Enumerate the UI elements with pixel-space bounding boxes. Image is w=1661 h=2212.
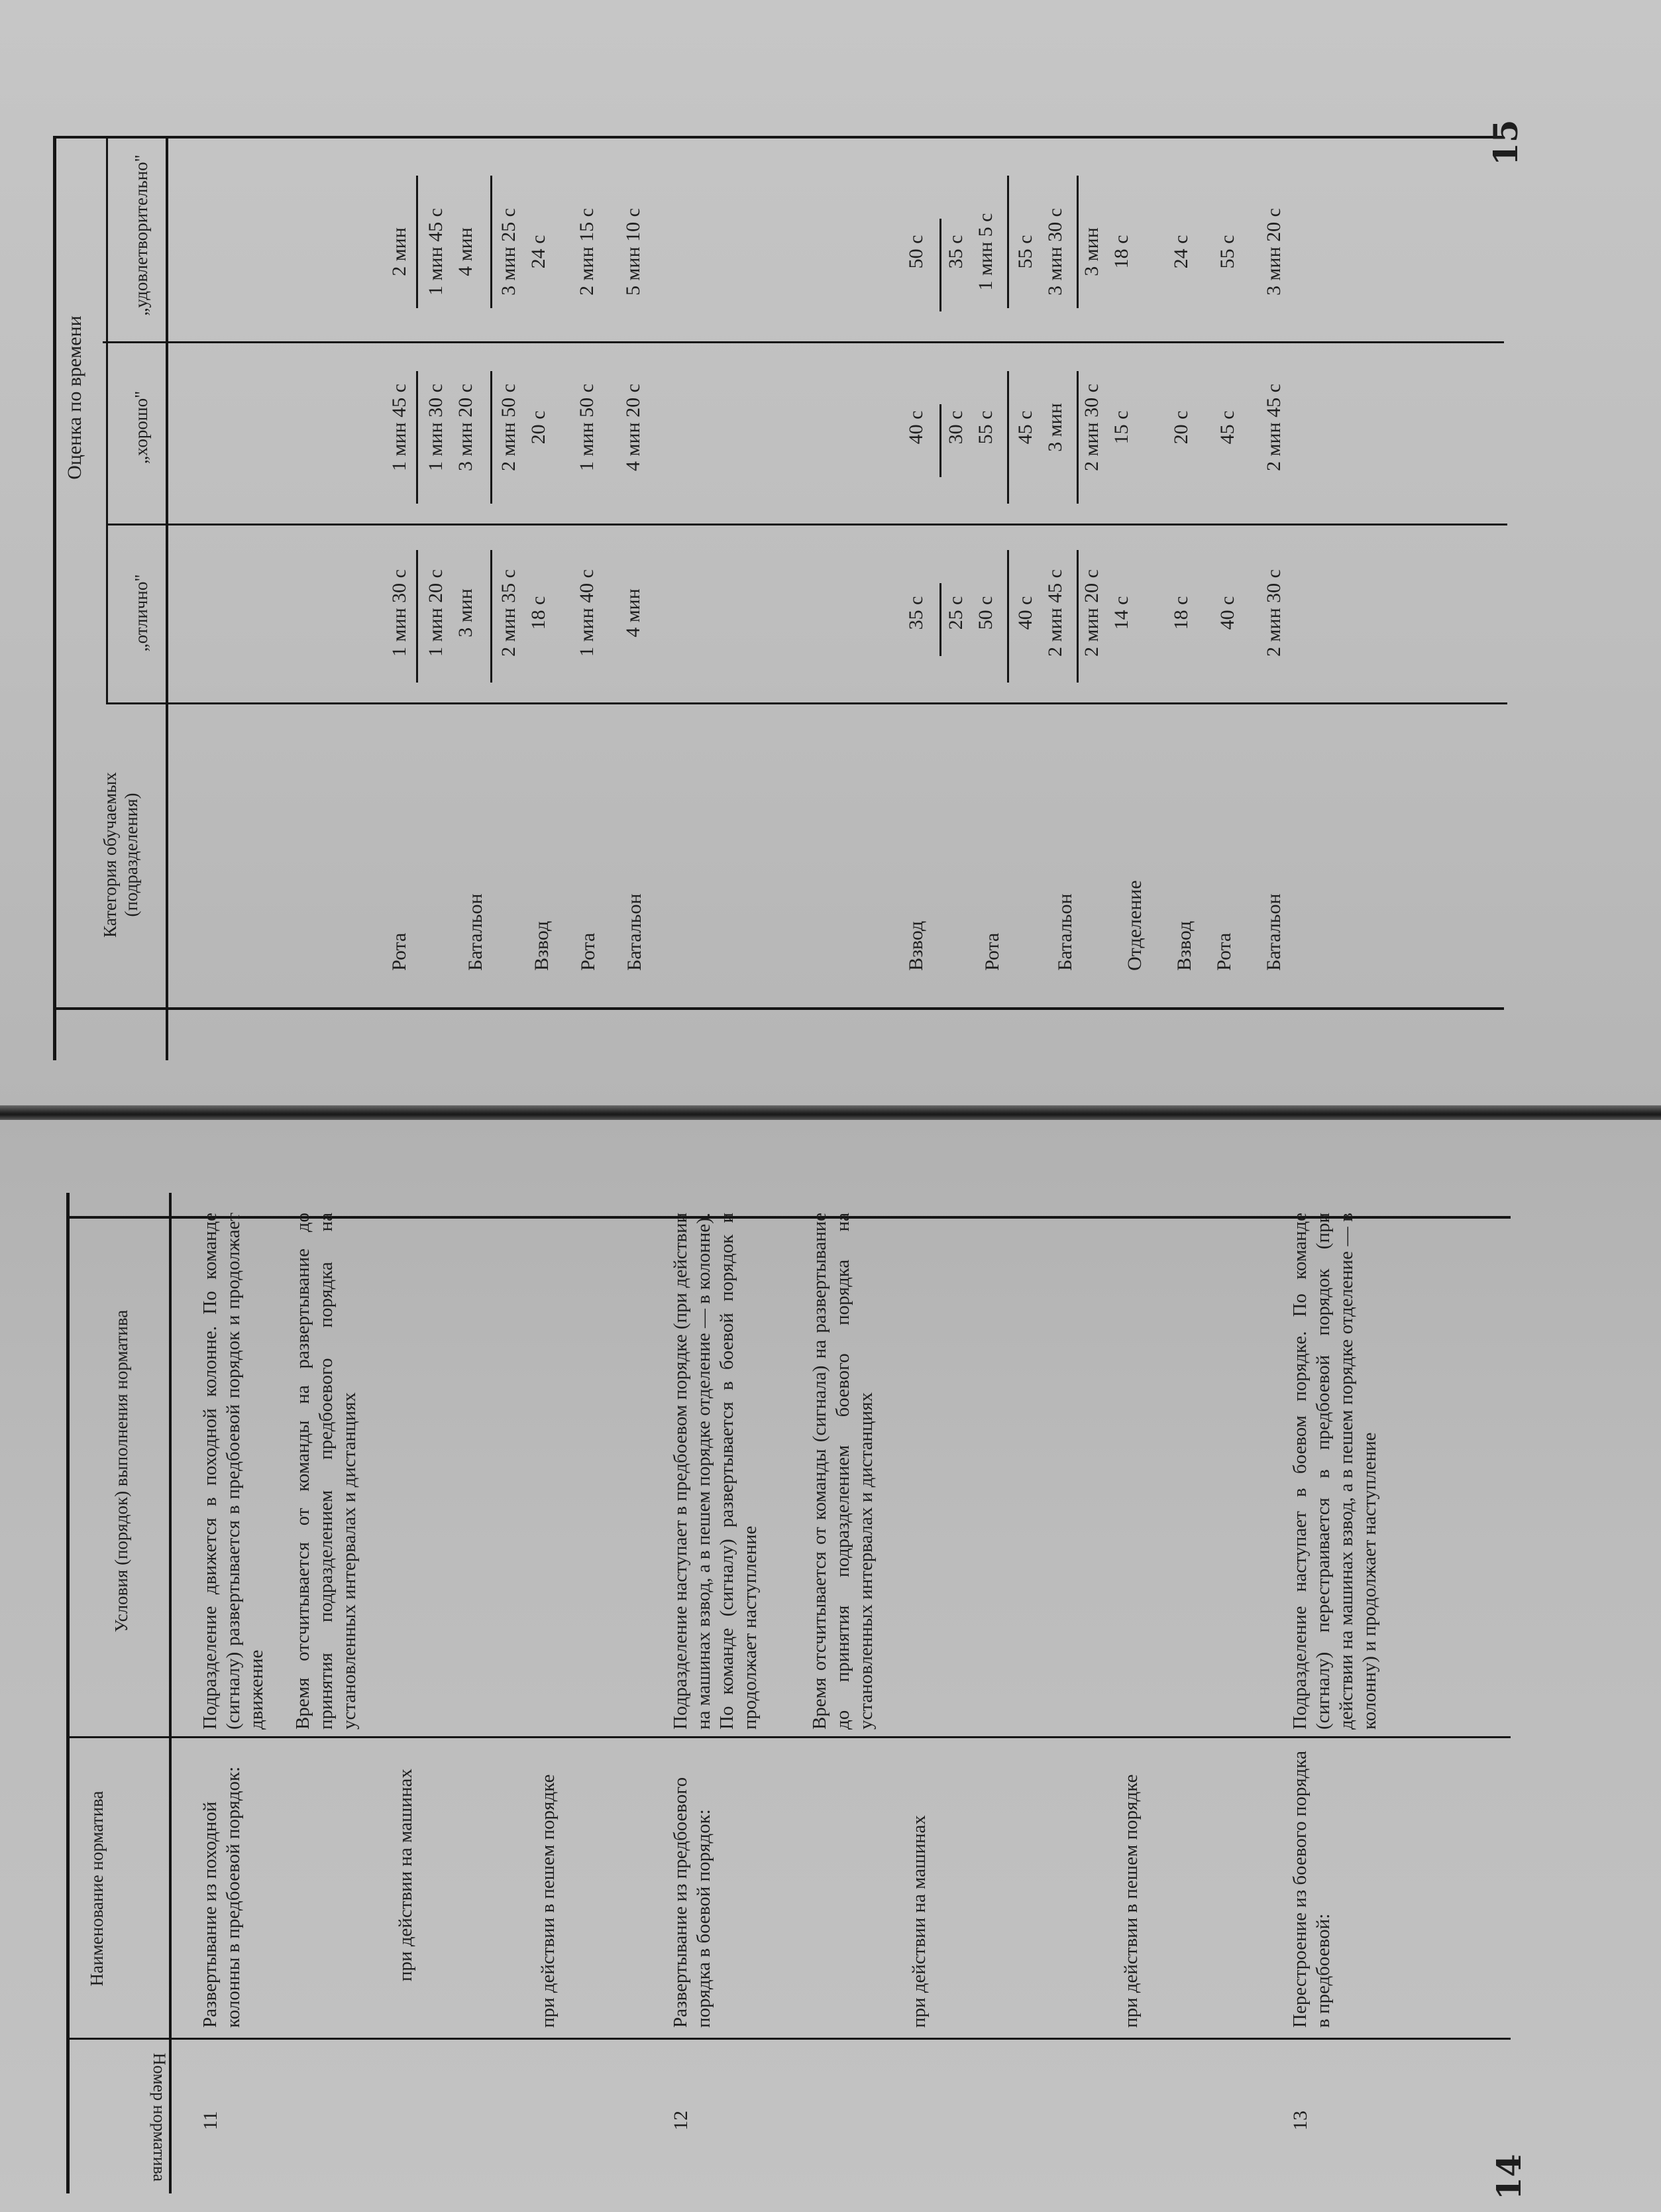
exc-11b-vz-2: 18 с: [527, 596, 549, 630]
exc-12b-rota: 40 с: [1216, 596, 1238, 630]
sat-12a-bat-1: 55 с: [1014, 235, 1036, 269]
norm-13-cond-1: Подразделение наступает в боевом порядке. По команде (сигналу) перестраивается в предбоевой порядок (при действии на машинах взвод, а в пешем порядке отделение — в колонну) и продолжает наступление: [1289, 1213, 1380, 1730]
sat-12b-otd-2: 18 с: [1110, 235, 1132, 269]
exc-12a-rota-2: 50 с: [975, 596, 996, 630]
name-header: Наименование норматива: [87, 1791, 107, 1987]
sat-11b-rota: 2 мин 15 с: [576, 208, 598, 296]
exc-12b-otd-2: 14 с: [1110, 596, 1132, 630]
good-11a-bat-2: 3 мин 20 с: [455, 384, 476, 471]
unit-vzvod-12b: Взвод: [1173, 920, 1195, 971]
sat-12b-otd-1: 3 мин: [1081, 227, 1102, 276]
unit-bat-12b: Батальон: [1263, 893, 1285, 971]
unit-bat-12a: Батальон: [1054, 893, 1076, 971]
good-12b-vz: 20 с: [1170, 410, 1192, 445]
page-number-right: 15: [1486, 119, 1525, 166]
exc-11b-rota: 1 мин 40 с: [576, 569, 598, 657]
norm-12-cond-1: Подразделение наступает в предбоевом порядке (при действии на машинах взвод, а в пешем порядке отделение — в колонне). По команде (сигналу) развертывается в боевой порядок и продолжает наступление: [670, 1213, 761, 1730]
good-11b-vz-1: 2 мин 50 с: [498, 384, 519, 471]
unit-vzvod-11b: Взвод: [531, 920, 553, 971]
sat-11a-rota: 2 мин: [388, 227, 410, 276]
sat-12b-rota: 55 с: [1216, 235, 1238, 269]
norm-11-foot: при действии в пешем порядке: [537, 1774, 559, 2028]
exc-12a-rota-1: 25 с: [945, 596, 967, 630]
exc-11b-vz-1: 2 мин 35 с: [498, 569, 519, 657]
norm-13-name: Перестроение из боевого порядка в предбоевой:: [1289, 1751, 1334, 2028]
exc-11a-bat-1: 1 мин 20 с: [425, 569, 447, 657]
norm-12-foot: при действии в пешем порядке: [1120, 1774, 1142, 2028]
good-11b-vz-2: 20 с: [527, 410, 549, 445]
sat-12a-vz: 50 с: [905, 235, 927, 269]
unit-rota-11b: Рота: [577, 932, 599, 971]
exc-12a-bat-2: 2 мин 45 с: [1044, 569, 1066, 657]
exc-11a-rota: 1 мин 30 с: [388, 569, 410, 657]
unit-rota-11a: Рота: [388, 932, 410, 971]
norm-12-vehicle: при действии на машинах: [908, 1815, 930, 2028]
exc-11a-bat-2: 3 мин: [455, 588, 476, 637]
good-11b-bat: 4 мин 20 с: [622, 384, 644, 471]
sat-11b-bat: 5 мин 10 с: [622, 208, 644, 296]
unit-rota-12b: Рота: [1213, 932, 1235, 971]
sat-12a-rota-1: 35 с: [945, 235, 967, 269]
excellent-header: „отлично": [131, 574, 151, 652]
sat-11b-vz-1: 3 мин 25 с: [498, 208, 519, 296]
exc-12a-vz: 35 с: [905, 596, 927, 630]
sat-11b-vz-2: 24 с: [527, 235, 549, 269]
good-header: „хорошо": [131, 390, 151, 465]
good-12a-rota-1: 30 с: [945, 410, 967, 445]
exc-12b-otd-1: 2 мин 20 с: [1081, 569, 1102, 657]
sat-12a-rota-2: 1 мин 5 с: [975, 213, 996, 291]
category-header: Категория обучаемых (подразделения): [100, 772, 141, 938]
number-header: Номер норматива: [150, 2052, 169, 2182]
good-12a-vz: 40 с: [905, 410, 927, 445]
exc-12b-bat: 2 мин 30 с: [1263, 569, 1285, 657]
unit-bat-11b: Батальон: [623, 893, 645, 971]
good-12b-rota: 45 с: [1216, 410, 1238, 445]
norm-12-cond-2: Время отсчитывается от команды (сигнала) на развертывание до принятия подразделением боевого порядка на установленных интервалах и дистанциях: [809, 1213, 877, 1730]
good-12b-bat: 2 мин 45 с: [1263, 384, 1285, 471]
sat-12b-bat: 3 мин 20 с: [1263, 208, 1285, 296]
page-number-left: 14: [1489, 2154, 1528, 2200]
exc-12b-vz: 18 с: [1170, 596, 1192, 630]
good-12a-bat-1: 45 с: [1014, 410, 1036, 445]
norm-12-name: Развертывание из предбоевого порядка в боевой порядок:: [670, 1777, 714, 2028]
norm-13-number: 13: [1289, 2111, 1311, 2130]
good-12a-bat-2: 3 мин: [1044, 403, 1066, 452]
good-12a-rota-2: 55 с: [975, 410, 996, 445]
good-11a-bat-1: 1 мин 30 с: [425, 384, 447, 471]
satisfactory-header: „удовлетворительно": [131, 154, 151, 316]
exc-12a-bat-1: 40 с: [1014, 596, 1036, 630]
sat-12b-vz: 24 с: [1170, 235, 1192, 269]
good-12b-otd-2: 15 с: [1110, 410, 1132, 445]
sat-11a-bat-2: 4 мин: [455, 227, 476, 276]
unit-rota-12a: Рота: [981, 932, 1003, 971]
sat-11a-bat-1: 1 мин 45 с: [425, 208, 447, 296]
conditions-header: Условия (порядок) выполнения норматива: [111, 1309, 131, 1633]
assessment-header: Оценка по времени: [64, 315, 85, 480]
exc-11b-bat: 4 мин: [622, 588, 644, 637]
norm-11-name: Развертывание из походной колонны в предбоевой порядок:: [199, 1766, 244, 2028]
unit-otd-12b: Отделение: [1124, 880, 1146, 971]
sat-12a-bat-2: 3 мин 30 с: [1044, 208, 1066, 296]
good-11b-rota: 1 мин 50 с: [576, 384, 598, 471]
norm-11-cond-1: Подразделение движется в походной колонне. По команде (сигналу) развертывается в предбоевой порядок и продолжает движение: [199, 1213, 267, 1730]
unit-vzvod-12a: Взвод: [905, 920, 927, 971]
norm-12-number: 12: [670, 2111, 692, 2130]
good-12b-otd-1: 2 мин 30 с: [1081, 384, 1102, 471]
norm-11-vehicle: при действии на машинах: [395, 1769, 416, 1981]
unit-bat-11a: Батальон: [464, 893, 486, 971]
norm-11-number: 11: [199, 2111, 221, 2130]
good-11a-rota: 1 мин 45 с: [388, 384, 410, 471]
norm-11-cond-2: Время отсчитывается от команды на развертывание до принятия подразделением предбоевого порядка на установленных интервалах и дистанциях: [292, 1213, 360, 1730]
